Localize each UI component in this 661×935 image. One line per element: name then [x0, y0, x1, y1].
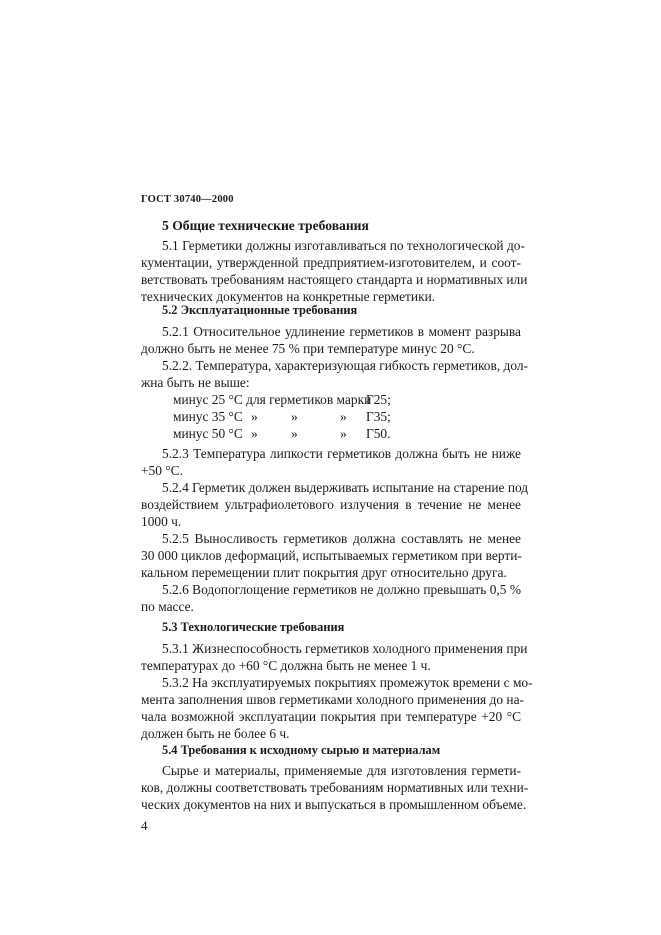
text-line: +50 °С.	[141, 463, 183, 478]
section-5-3-title: 5.3 Технологические требования	[162, 620, 345, 634]
paragraph-5-2-5	[141, 530, 521, 581]
text-line: Сырье и материалы, применяемые для изготовления гермети-	[162, 763, 521, 778]
text-line: 5.1 Герметики должны изготавливаться по технологической до-	[162, 238, 525, 253]
paragraph-5-2-4	[141, 479, 529, 530]
flex-row-grade: Г35;	[366, 409, 391, 424]
flex-row-grade: Г25;	[366, 392, 391, 407]
paragraph-5-3-2	[141, 674, 533, 742]
text-line: по массе.	[141, 599, 194, 614]
text-line: ков, должны соответствовать требованиям нормативных или техни-	[141, 780, 529, 795]
text-line: должен быть не более 6 ч.	[141, 726, 290, 741]
ditto-mark: »	[251, 426, 258, 441]
text-line: 30 000 циклов деформаций, испытываемых герметиком при верти-	[141, 548, 522, 563]
ditto-mark: »	[251, 409, 258, 424]
flex-row-temp: минус 25 °С для герметиков марки	[173, 392, 372, 407]
text-line: ческих документов на них и выпускаться в промышленном объеме.	[141, 797, 527, 812]
text-line: 5.2.5 Выносливость герметиков должна составлять не менее	[162, 531, 521, 546]
flex-row-temp: минус 50 °С	[173, 426, 243, 441]
section-5-4-title: 5.4 Требования к исходному сырью и материалам	[162, 743, 441, 757]
paragraph-5-4	[141, 762, 529, 813]
flex-row-temp: минус 35 °С	[173, 409, 243, 424]
section-5-2-title: 5.2 Эксплуатационные требования	[162, 303, 358, 317]
ditto-mark: »	[340, 426, 347, 441]
paragraph-5-2-1	[141, 323, 521, 357]
text-line: ветствовать требованиям настоящего стандарта и нормативных или	[141, 272, 528, 287]
text-line: 5.2.3 Температура липкости герметиков должна быть не ниже	[162, 446, 521, 461]
document-code: ГОСТ 30740—2000	[141, 194, 234, 205]
text-line: 5.3.1 Жизнеспособность герметиков холодного применения при	[162, 641, 528, 656]
text-line: 5.3.2 На эксплуатируемых покрытиях промежуток времени с мо-	[162, 675, 533, 690]
text-line: кальном перемещении плит покрытия друг относительно друга.	[141, 565, 507, 580]
page-number: 4	[141, 818, 148, 833]
text-line: должно быть не менее 75 % при температуре минус 20 °С.	[141, 341, 475, 356]
section-5-title: 5 Общие технические требования	[162, 218, 369, 233]
ditto-mark: »	[340, 409, 347, 424]
text-line: технических документов на конкретные герметики.	[141, 289, 436, 304]
paragraph-5-1	[141, 237, 528, 305]
ditto-mark: »	[291, 426, 298, 441]
text-line: температурах до +60 °С должна быть не менее 1 ч.	[141, 658, 431, 673]
ditto-mark: »	[291, 409, 298, 424]
paragraph-5-2-3	[141, 445, 521, 479]
text-line: чала возможной эксплуатации покрытия при температуре +20 °С	[141, 709, 521, 724]
text-line: 5.2.6 Водопоглощение герметиков не должно превышать 0,5 %	[162, 582, 521, 597]
text-line: 1000 ч.	[141, 514, 182, 529]
text-line: 5.2.4 Герметик должен выдерживать испытание на старение под	[162, 480, 529, 495]
flex-row-grade: Г50.	[366, 426, 391, 441]
text-line: мента заполнения швов герметиками холодного применения до на-	[141, 692, 524, 707]
text-line: кументации, утвержденной предприятием-изготовителем, и соот-	[141, 255, 521, 270]
paragraph-5-3-1	[141, 640, 528, 674]
text-line: 5.2.2. Температура, характеризующая гибкость герметиков, дол-	[162, 358, 528, 373]
text-line: 5.2.1 Относительное удлинение герметиков в момент разрыва	[162, 324, 521, 339]
text-line: воздействием ультрафиолетового излучения в течение не менее	[141, 497, 521, 512]
text-line: жна быть не выше:	[141, 375, 250, 390]
paragraph-5-2-6	[141, 581, 521, 615]
paragraph-5-2-2	[141, 357, 528, 391]
